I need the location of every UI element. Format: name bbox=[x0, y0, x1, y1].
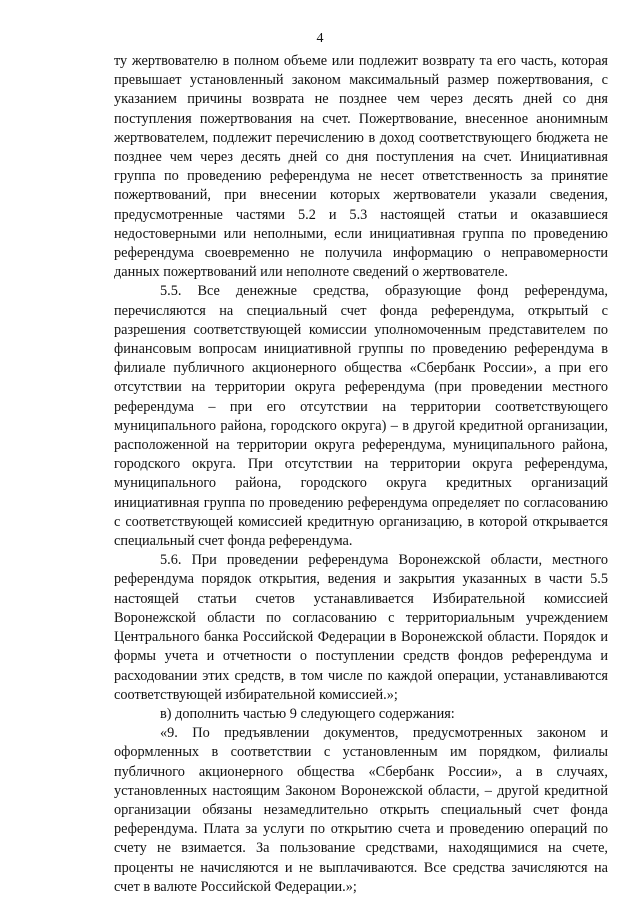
paragraph-5-6: 5.6. При проведении референдума Воронежской области, местного референдума порядок открытия, ведения и закрытия указанных в части 5.5 настоящей статьи счетов устанавливается Избирательной комиссией Воронежской области по согласованию с территориальным учреждением Центрального банка Российской Федерации в Воронежской области. Порядок и формы учета и отчетности о поступлении средств фондов референдума и расходовании этих средств, в том числе по каждой операции, устанавливаются соответствующей избирательной комиссией.»; bbox=[114, 552, 608, 703]
document-body bbox=[114, 52, 608, 897]
paragraph-part-9: «9. По предъявлении документов, предусмотренных законом и оформленных в соответствии с установленным им порядком, филиалы публичного акционерного общества «Сбербанк России», а в случаях, установленных настоящим Законом Воронежской области, – другой кредитной организации обязаны незамедлительно открыть специальный счет фонда референдума. Плата за услуги по открытию счета и проведению операций по счету не взимается. За пользование средствами, находящимися на счете, проценты не начисляются и не выплачиваются. Все средства зачисляются на счет в валюте Российской Федерации.»; bbox=[114, 725, 608, 895]
paragraph-amendment-v: в) дополнить частью 9 следующего содержания: bbox=[160, 705, 455, 722]
paragraph-continuation: ту жертвователю в полном объеме или подлежит возврату та его часть, которая превышает установленный законом максимальный размер пожертвования, с указанием причины возврата не позднее чем через десять дней со дня поступления пожертвования на счет. Пожертвование, внесенное анонимным жертвователем, подлежит перечислению в доход соответствующего бюджета не позднее чем через десять дней со дня поступления на счет. Инициативная группа по проведению референдума не несет ответственность за принятие пожертвований, при внесении которых жертвователи указали сведения, предусмотренные частями 5.2 и 5.3 настоящей статьи и оказавшиеся недостоверными или неполными, если инициативная группа по проведению референдума своевременно не получила информацию о неправомерности данных пожертвований или неполноте сведений о жертвователе. bbox=[114, 53, 608, 281]
page-number: 4 bbox=[316, 31, 324, 46]
paragraph-5-5: 5.5. Все денежные средства, образующие фонд референдума, перечисляются на специальный счет фонда референдума, открытый с разрешения соответствующей комиссии уполномоченным представителем по финансовым вопросам инициативной группы по проведению референдума в филиале публичного акционерного общества «Сбербанк России», а при его отсутствии на территории округа референдума (при проведении местного референдума – при его отсутствии на территории соответствующего муниципального района, городского округа) – в другой кредитной организации, расположенной на территории округа референдума, муниципального района, городского округа. При отсутствии на территории округа референдума, муниципального района, городского округа кредитных организаций инициативная группа по проведению референдума определяет по согласованию с соответствующей комиссией кредитную организацию, в которой открывается специальный счет фонда референдума. bbox=[114, 283, 608, 550]
